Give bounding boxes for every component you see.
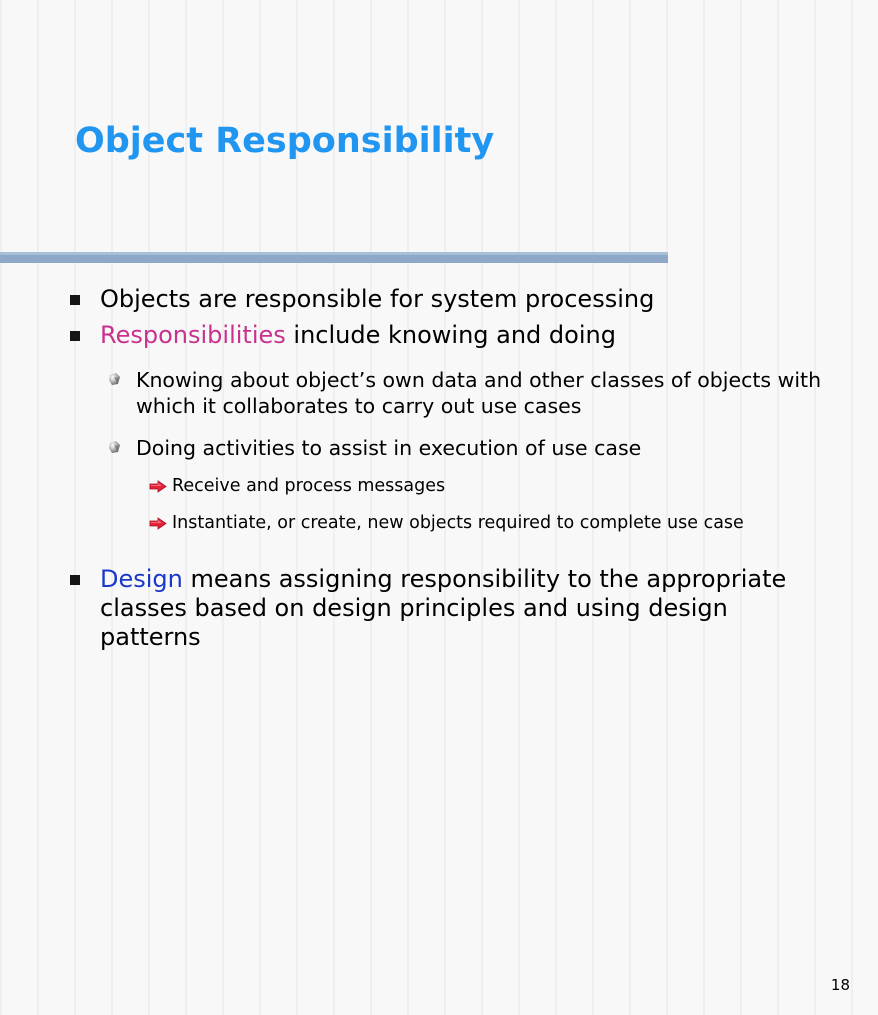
highlight-design: Design <box>100 565 183 593</box>
bullet-text: means assigning responsibility to the appropriate classes based on design principles and using design patterns <box>100 565 787 651</box>
sphere-bullet-icon <box>108 440 122 454</box>
bullet-design <box>100 565 820 652</box>
sub-sub-bullet-text: Receive and process messages <box>172 476 446 496</box>
highlight-responsibilities: Responsibilities <box>100 321 286 349</box>
bullet-objects-responsible <box>100 285 840 314</box>
sub-sub-bullet-text: Instantiate, or create, new objects required to complete use case <box>172 513 744 533</box>
sub-bullet-doing <box>136 435 836 461</box>
square-bullet-icon <box>70 331 80 341</box>
sphere-bullet-icon <box>108 372 122 386</box>
bullet-responsibilities <box>100 321 840 350</box>
sub-sub-bullet-instantiate <box>172 512 832 536</box>
bullet-text: include knowing and doing <box>285 321 616 349</box>
page-number: 18 <box>830 976 850 994</box>
sub-bullet-knowing <box>136 367 836 419</box>
sub-bullet-text: Doing activities to assist in execution of use case <box>136 436 642 460</box>
arrow-bullet-icon <box>149 517 167 530</box>
sub-sub-bullet-receive <box>172 475 832 499</box>
title-underline-bar <box>0 252 668 263</box>
bullet-text: Objects are responsible for system processing <box>100 285 655 313</box>
arrow-bullet-icon <box>149 480 167 493</box>
sub-bullet-text: Knowing about object’s own data and other classes of objects with which it collaborates to carry out use cases <box>136 368 822 418</box>
square-bullet-icon <box>70 295 80 305</box>
slide-title: Object Responsibility <box>75 121 495 161</box>
square-bullet-icon <box>70 575 80 585</box>
